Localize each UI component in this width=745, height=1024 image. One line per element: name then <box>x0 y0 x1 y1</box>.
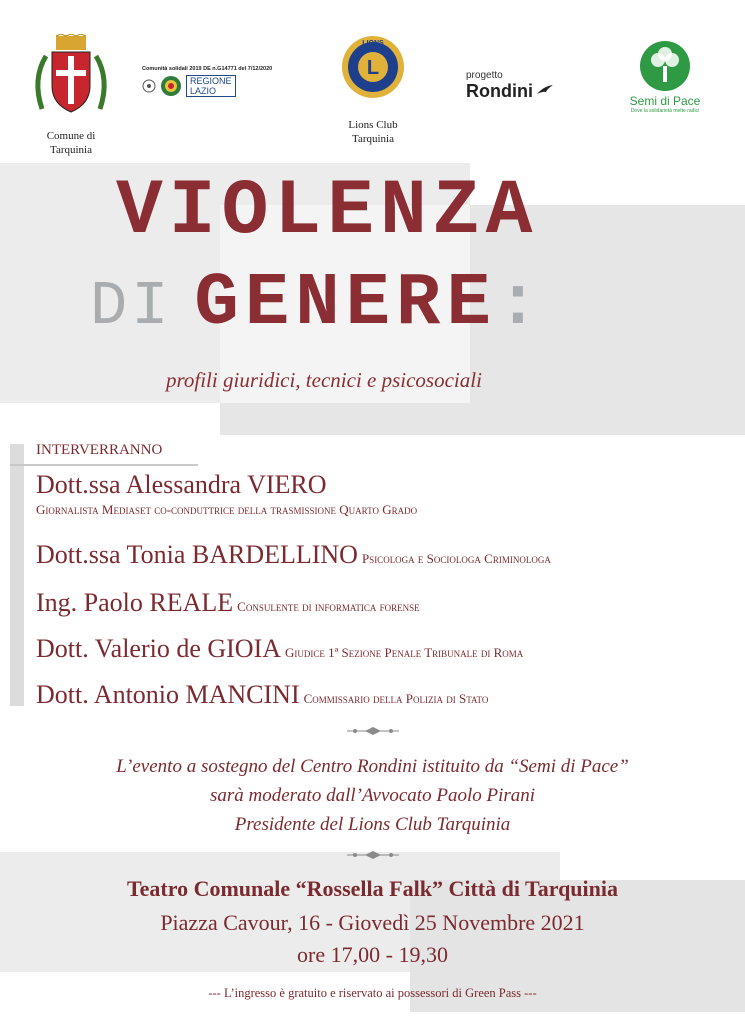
lions-emblem-icon <box>340 34 406 100</box>
speaker-role: Giornalista Mediaset co-conduttrice della trasmissione Quarto Grado <box>36 502 418 517</box>
ornament-icon <box>345 725 401 737</box>
rondini-name: Rondini <box>466 81 533 101</box>
lions-logo <box>325 34 421 154</box>
title-colon: : <box>496 266 543 345</box>
ornament-divider <box>345 724 401 736</box>
regione-logo <box>142 66 282 106</box>
comune-caption-2: Tarquinia <box>50 144 92 156</box>
speaker-entry <box>36 634 523 664</box>
regione-small-text: Comunità solidali 2019 DE n.G14771 del 7/12/2020 <box>142 66 273 72</box>
swallow-icon <box>536 84 554 98</box>
regione-lazio-icon <box>160 75 182 97</box>
title-genere: GENERE <box>194 262 497 346</box>
event-line-2: sarà moderato dall’Avvocato Paolo Pirani <box>209 785 536 806</box>
speakers-side-bar <box>10 444 24 706</box>
title-line-1: VIOLENZA <box>116 168 539 256</box>
speaker-name: Dott.ssa Tonia BARDELLINO <box>36 540 358 569</box>
comune-crest-icon <box>28 34 114 124</box>
rondini-small-text: progetto <box>466 70 503 81</box>
speaker-name: Dott. Antonio MANCINI <box>36 680 300 709</box>
speaker-role: Giudice 1ª Sezione Penale Tribunale di Roma <box>285 645 524 660</box>
speaker-name: Ing. Paolo REALE <box>36 588 234 617</box>
ornament-divider <box>345 848 401 860</box>
speakers-heading: INTERVERRANNO <box>36 442 163 458</box>
speaker-name: Dott.ssa Alessandra VIERO <box>36 470 327 499</box>
event-description <box>0 752 745 839</box>
lions-ring-text: LIONS <box>362 40 384 47</box>
regione-name-2: LAZIO <box>190 86 217 96</box>
venue-address: Piazza Cavour, 16 - Giovedì 25 Novembre 2021 <box>160 910 585 935</box>
event-time: ore 17,00 - 19,30 <box>297 942 448 967</box>
lions-caption-2: Tarquinia <box>352 133 394 145</box>
lions-letter: L <box>366 57 380 79</box>
semi-di-pace-name: Semi di Pace <box>629 94 701 108</box>
rondini-logo <box>466 70 586 104</box>
semi-di-pace-logo <box>620 40 710 120</box>
subtitle: profili giuridici, tecnici e psicosociali <box>166 368 482 392</box>
speaker-name: Dott. Valerio de GIOIA <box>36 634 282 663</box>
semi-di-pace-tagline: Dove la solidarietà mette radici <box>630 108 700 114</box>
event-line-3: Presidente del Lions Club Tarquinia <box>234 814 511 835</box>
speaker-entry <box>36 540 551 570</box>
entry-note: --- L’ingresso è gratuito e riservato ai possessori di Green Pass --- <box>208 986 537 1000</box>
speaker-entry <box>36 588 420 618</box>
speaker-role: Commissario della Polizia di Stato <box>303 691 489 706</box>
venue-name: Teatro Comunale “Rossella Falk” Città di Tarquinia <box>126 876 618 901</box>
event-line-1: L’evento a sostegno del Centro Rondini istituito da “Semi di Pace” <box>116 756 629 777</box>
speakers-heading-rule <box>10 464 198 466</box>
speaker-entry <box>36 680 488 710</box>
speaker-role: Consulente di informatica forense <box>237 599 420 614</box>
speaker-role: Psicologa e Sociologa Criminologa <box>361 551 551 566</box>
regione-name-1: REGIONE <box>190 76 232 86</box>
tree-icon <box>638 40 692 92</box>
comune-caption-1: Comune di <box>46 130 96 142</box>
lions-caption-1: Lions Club <box>348 119 398 131</box>
speaker-entry <box>36 470 417 518</box>
comune-logo <box>28 34 114 154</box>
ornament-icon <box>345 849 401 861</box>
title-line-2 <box>90 262 543 346</box>
title-di: DI <box>90 271 173 342</box>
regione-emblem-icon <box>142 79 156 93</box>
